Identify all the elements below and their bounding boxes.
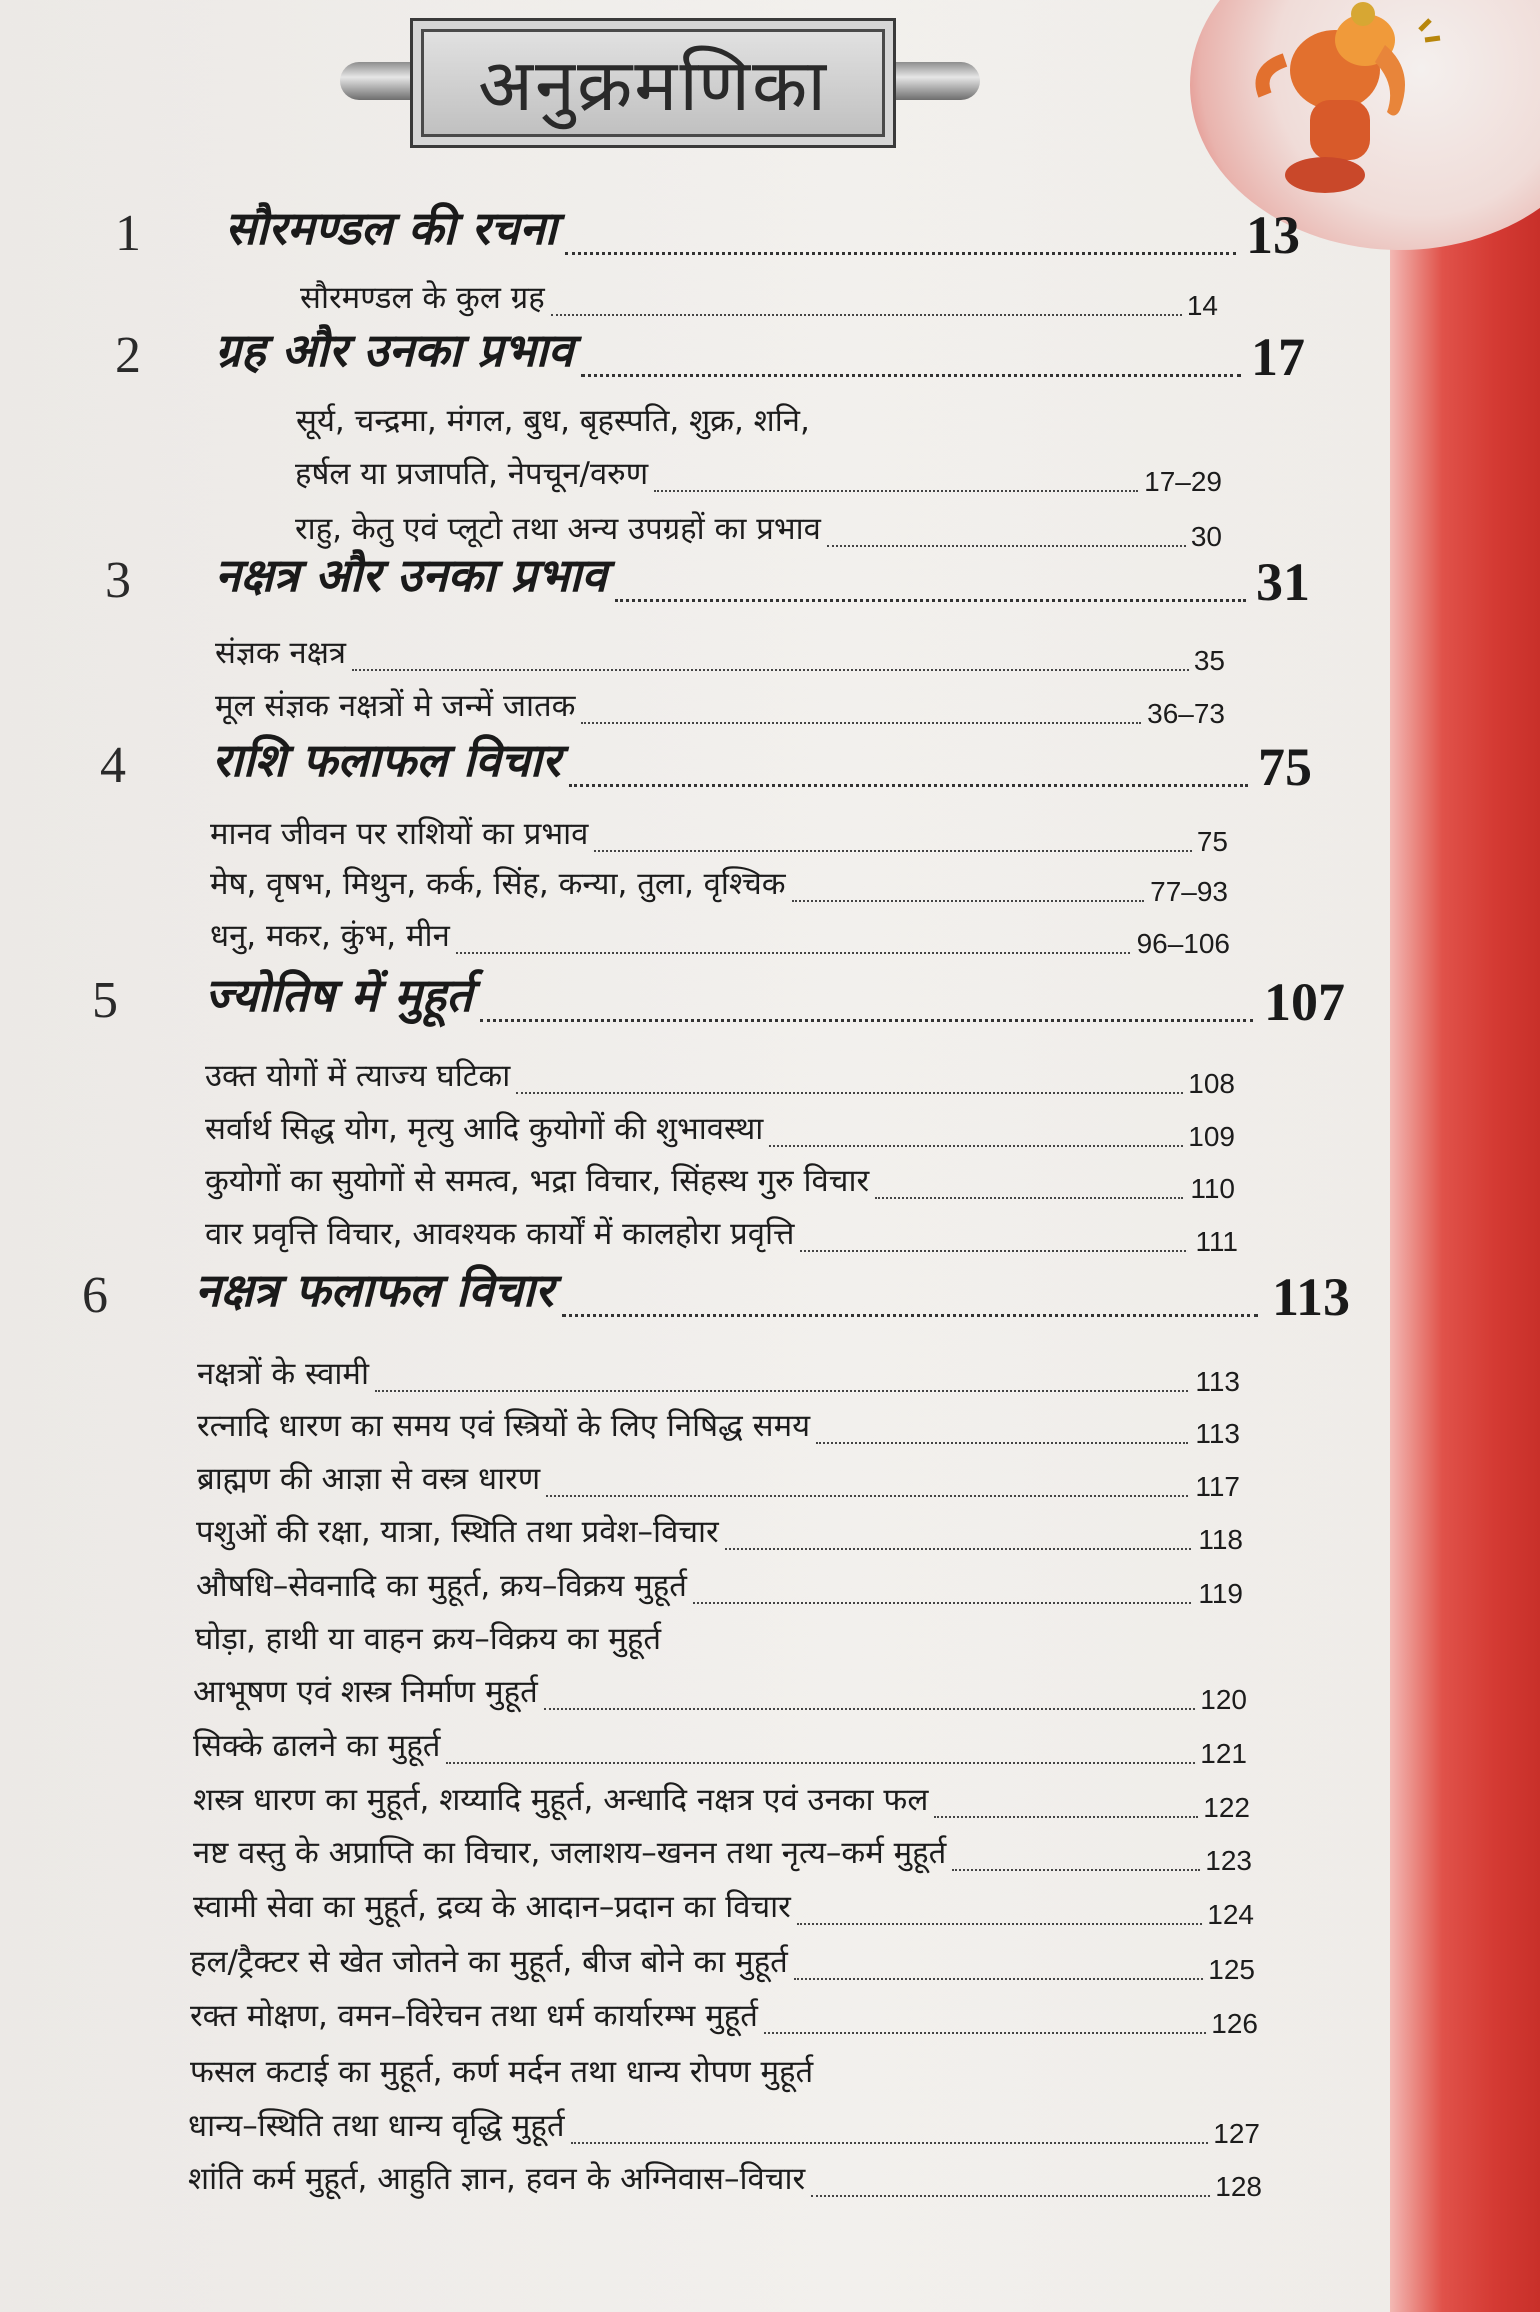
leader-dots: [654, 490, 1138, 492]
toc-entry: औषधि–सेवनादि का मुहूर्त, क्रय–विक्रय मुहूर्त: [196, 1568, 687, 1604]
leader-dots: [934, 1816, 1198, 1818]
toc-entry: वार प्रवृत्ति विचार, आवश्यक कार्यों में कालहोरा प्रवृत्ति: [205, 1216, 795, 1252]
toc-entry-page: 125: [1208, 1954, 1255, 1985]
toc-entry: हर्षल या प्रजापति, नेपचून/वरुण: [295, 456, 649, 492]
toc-entry-page: 128: [1215, 2171, 1262, 2202]
section-number: 4: [100, 737, 126, 794]
leader-dots: [581, 374, 1241, 377]
toc-entry: घोड़ा, हाथी या वाहन क्रय–विक्रय का मुहूर्त: [195, 1621, 662, 1657]
leader-dots: [725, 1548, 1191, 1550]
section-number: 6: [82, 1267, 108, 1324]
section-page-number: 75: [1258, 737, 1312, 797]
toc-entry-page: 117: [1195, 1471, 1240, 1502]
leader-dots: [816, 1442, 1188, 1444]
toc-entry: उक्त योगों में त्याज्य घटिका: [205, 1058, 511, 1094]
toc-entry-page: 120: [1200, 1684, 1247, 1715]
toc-entry-page: 122: [1203, 1792, 1250, 1823]
toc-entry-page: 30: [1190, 521, 1222, 552]
leader-dots: [794, 1978, 1203, 1980]
toc-entry: नक्षत्रों के स्वामी: [197, 1356, 369, 1392]
leader-dots: [769, 1145, 1183, 1147]
section-title: नक्षत्र और उनका प्रभाव: [215, 548, 607, 602]
leader-dots: [594, 850, 1192, 852]
leader-dots: [811, 2195, 1210, 2197]
toc-entry-page: 75: [1196, 826, 1228, 857]
leader-dots: [456, 952, 1130, 954]
toc-entry-page: 113: [1195, 1418, 1240, 1449]
section-number: 1: [115, 205, 141, 262]
toc-entry: शांति कर्म मुहूर्त, आहुति ज्ञान, हवन के अग्निवास–विचार: [188, 2161, 806, 2197]
toc-entry-page: 127: [1213, 2118, 1260, 2149]
toc-entry: सर्वार्थ सिद्ध योग, मृत्यु आदि कुयोगों की शुभावस्था: [205, 1111, 764, 1147]
toc-entry-page: 126: [1211, 2008, 1258, 2039]
leader-dots: [480, 1019, 1253, 1022]
toc-entry: नष्ट वस्तु के अप्राप्ति का विचार, जलाशय–खनन तथा नृत्य–कर्म मुहूर्त: [193, 1835, 947, 1871]
section-title: सौरमण्डल की रचना: [225, 201, 557, 255]
section-title: नक्षत्र फलाफल विचार: [195, 1263, 554, 1317]
toc-entry-page: 113: [1195, 1366, 1240, 1397]
toc-entry: सिक्के ढालने का मुहूर्त: [193, 1728, 441, 1764]
toc-entry-page: 123: [1205, 1845, 1252, 1876]
leader-dots: [827, 545, 1186, 547]
toc-entry: मानव जीवन पर राशियों का प्रभाव: [210, 816, 589, 852]
toc-entry-page: 111: [1195, 1226, 1238, 1257]
section-page-number: 17: [1251, 327, 1305, 387]
section-page-number: 113: [1271, 1267, 1350, 1327]
section-title: राशि फलाफल विचार: [212, 733, 561, 787]
toc-entry-page: 124: [1207, 1899, 1254, 1930]
section-title: ग्रह और उनका प्रभाव: [215, 323, 574, 377]
leader-dots: [792, 900, 1144, 902]
toc-entry-page: 96–106: [1136, 928, 1230, 959]
leader-dots: [352, 669, 1189, 671]
toc-entry: कुयोगों का सुयोगों से समत्व, भद्रा विचार, सिंहस्थ गुरु विचार: [205, 1163, 870, 1199]
leader-dots: [581, 722, 1141, 724]
leader-dots: [615, 599, 1246, 602]
toc-entry: रत्नादि धारण का समय एवं स्त्रियों के लिए निषिद्ध समय: [197, 1408, 811, 1444]
leader-dots: [551, 314, 1182, 316]
toc-entry: धान्य–स्थिति तथा धान्य वृद्धि मुहूर्त: [188, 2108, 565, 2144]
toc-entry-page: 17–29: [1144, 466, 1222, 497]
toc-entry: शस्त्र धारण का मुहूर्त, शय्यादि मुहूर्त, अन्धादि नक्षत्र एवं उनका फल: [193, 1782, 929, 1818]
toc-entry: पशुओं की रक्षा, यात्रा, स्थिति तथा प्रवेश–विचार: [196, 1514, 719, 1550]
toc-entry-page: 35: [1193, 645, 1225, 676]
toc-entry: मूल संज्ञक नक्षत्रों मे जन्में जातक: [215, 688, 576, 724]
leader-dots: [546, 1495, 1188, 1497]
toc-entry: फसल कटाई का मुहूर्त, कर्ण मर्दन तथा धान्य रोपण मुहूर्त: [190, 2054, 814, 2090]
leader-dots: [569, 784, 1248, 787]
leader-dots: [571, 2142, 1208, 2144]
leader-dots: [544, 1708, 1195, 1710]
ganesha-illustration: [1215, 0, 1445, 200]
page-title: अनुक्रमणिका: [478, 43, 828, 127]
leader-dots: [516, 1092, 1183, 1094]
toc-entry: सौरमण्डल के कुल ग्रह: [300, 280, 545, 316]
toc-entry-page: 108: [1188, 1068, 1235, 1099]
toc-entry: हल/ट्रैक्टर से खेत जोतने का मुहूर्त, बीज बोने का मुहूर्त: [190, 1944, 788, 1980]
leader-dots: [800, 1250, 1186, 1252]
toc-entry-page: 118: [1198, 1524, 1243, 1555]
toc-entry: मेष, वृषभ, मिथुन, कर्क, सिंह, कन्या, तुला, वृश्चिक: [210, 866, 786, 902]
leader-dots: [693, 1602, 1191, 1604]
toc-entry: धनु, मकर, कुंभ, मीन: [210, 918, 450, 954]
section-number: 3: [105, 552, 131, 609]
toc-entry: संज्ञक नक्षत्र: [215, 635, 347, 671]
leader-dots: [562, 1314, 1258, 1317]
section-title: ज्योतिष में मुहूर्त: [205, 968, 473, 1022]
leader-dots: [952, 1869, 1200, 1871]
title-plaque: [340, 12, 980, 152]
toc-entry: सूर्य, चन्द्रमा, मंगल, बुध, बृहस्पति, शुक्र, शनि,: [296, 403, 810, 439]
toc-entry: ब्राह्मण की आज्ञा से वस्त्र धारण: [197, 1461, 541, 1497]
section-number: 2: [115, 327, 141, 384]
section-page-number: 13: [1246, 205, 1300, 265]
page-edge-red-band: [1390, 0, 1540, 2312]
toc-entry-page: 110: [1190, 1173, 1235, 1204]
leader-dots: [565, 252, 1236, 255]
toc-entry-page: 36–73: [1147, 698, 1225, 729]
leader-dots: [764, 2032, 1206, 2034]
leader-dots: [875, 1197, 1183, 1199]
leader-dots: [375, 1390, 1188, 1392]
section-number: 5: [92, 972, 118, 1029]
toc-entry-page: 109: [1188, 1121, 1235, 1152]
toc-entry-page: 121: [1200, 1738, 1247, 1769]
leader-dots: [446, 1762, 1195, 1764]
toc-entry-page: 77–93: [1150, 876, 1228, 907]
section-page-number: 31: [1256, 552, 1310, 612]
toc-entry-page: 119: [1198, 1578, 1243, 1609]
toc-entry-page: 14: [1186, 290, 1218, 321]
title-box: [410, 18, 896, 148]
toc-entry: राहु, केतु एवं प्लूटो तथा अन्य उपग्रहों का प्रभाव: [295, 511, 821, 547]
toc-entry: आभूषण एवं शस्त्र निर्माण मुहूर्त: [193, 1674, 538, 1710]
toc-entry: रक्त मोक्षण, वमन–विरेचन तथा धर्म कार्यारम्भ मुहूर्त: [190, 1998, 758, 2034]
toc-entry: स्वामी सेवा का मुहूर्त, द्रव्य के आदान–प्रदान का विचार: [193, 1889, 791, 1925]
section-page-number: 107: [1264, 972, 1345, 1032]
leader-dots: [797, 1923, 1202, 1925]
